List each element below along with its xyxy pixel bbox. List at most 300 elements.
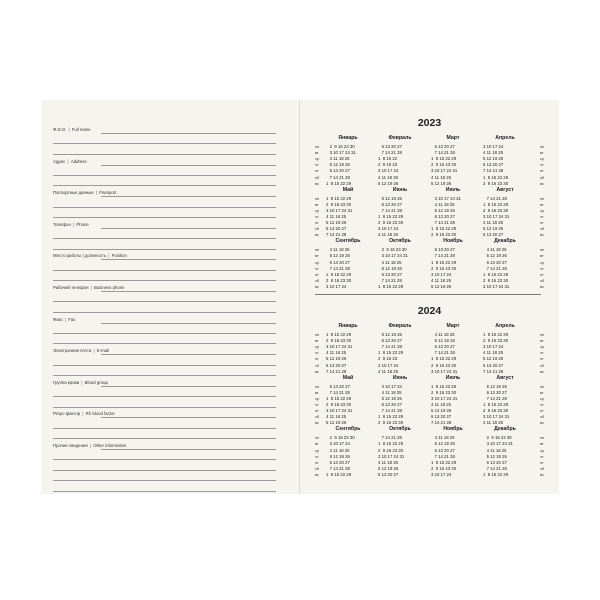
day-row: 7 14 21 28: [326, 465, 350, 471]
day-row: 1 8 15 22 29: [378, 283, 404, 289]
weekday-label: ср: [540, 396, 545, 401]
day-row: 2 9 16 23 30: [431, 162, 457, 168]
month-name: Апрель: [495, 323, 515, 329]
day-row: 6 13 20 27: [431, 344, 455, 350]
month-name: Февраль: [388, 135, 412, 141]
month-name: Июль: [445, 374, 461, 381]
write-line[interactable]: [101, 196, 276, 197]
day-row: 2 9 16 23 30: [431, 265, 457, 271]
weekday-label: сб: [540, 363, 545, 368]
weekday-label: вс: [315, 284, 319, 289]
write-line[interactable]: [53, 312, 276, 313]
form-field: [53, 411, 276, 441]
month-block: [326, 323, 370, 375]
month-block: [483, 323, 527, 375]
form-field: [53, 253, 276, 283]
day-row: 5 12 19 26: [378, 195, 402, 201]
weekday-column-left: [315, 375, 324, 425]
weekday-label: ср: [315, 396, 320, 401]
day-row: 5 12 19 26: [483, 453, 507, 459]
write-line[interactable]: [53, 270, 276, 271]
day-row: 2 9 16 23 30: [326, 201, 352, 207]
month-name: Ноябрь: [443, 426, 463, 433]
weekday-column-right: [540, 426, 549, 476]
day-row: 6 13 20 27: [326, 259, 350, 265]
day-row: 6 13 20 27: [483, 259, 507, 265]
month-name: Сентябрь: [335, 426, 361, 433]
weekday-label: чт: [540, 266, 544, 271]
form-field: [53, 159, 276, 189]
day-row: 7 14 21 28: [483, 265, 507, 271]
weekday-column-right: [540, 238, 549, 288]
form-field: [53, 443, 276, 473]
field-label: [53, 348, 109, 353]
weekday-label: пт: [540, 460, 544, 465]
day-row: 7 14 21 28: [431, 220, 455, 226]
day-row: 4 11 18 25: [483, 150, 503, 156]
weekday-label: ср: [540, 208, 545, 213]
weekday-label: вс: [315, 233, 319, 238]
month-block: [483, 375, 527, 427]
weekday-label: ср: [540, 448, 545, 453]
write-line[interactable]: [53, 143, 276, 144]
write-line[interactable]: [101, 133, 276, 134]
write-line[interactable]: [53, 207, 276, 208]
day-row: 2 9 16 23 30: [431, 362, 457, 368]
write-line[interactable]: [101, 323, 276, 324]
day-row: 4 11 18 25: [483, 350, 503, 356]
day-row: 4 11 18 25: [378, 368, 398, 374]
weekday-label: ср: [315, 448, 320, 453]
day-row: 5 12 19 26: [431, 408, 452, 414]
day-row: 2 9 16 23 30: [483, 408, 509, 414]
day-row: 4 11 18 25: [326, 156, 350, 162]
month-block: [378, 135, 422, 187]
field-label-separator: |: [89, 285, 93, 290]
weekday-label: пн: [540, 145, 545, 149]
weekday-label: пт: [315, 460, 319, 465]
day-row: 1 8 15 22 29: [378, 213, 404, 219]
day-row: 3 10 17 24: [326, 283, 347, 289]
write-line[interactable]: [101, 228, 276, 229]
weekday-label: вс: [315, 181, 319, 186]
day-row: 1 8 15 22 29: [483, 401, 509, 407]
day-row: 6 13 20 27: [378, 271, 402, 277]
form-field: [53, 317, 276, 347]
personal-info-page: [41, 100, 300, 494]
day-row: 2 9 16 23 30: [326, 435, 355, 441]
day-row: 3 10 17 24 31: [326, 344, 353, 350]
day-row: 5 12 19 26: [326, 453, 350, 459]
day-row: 6 13 20 27: [378, 338, 402, 344]
field-label-separator: |: [88, 443, 93, 448]
day-row: 4 11 18 25: [326, 447, 350, 453]
weekday-label: сб: [315, 415, 320, 420]
day-row: 5 12 19 26: [431, 207, 455, 213]
write-line[interactable]: [53, 343, 276, 344]
month-block: [483, 187, 527, 239]
month-block: [431, 135, 475, 187]
field-label-ru: Резус-фактор: [53, 411, 81, 417]
form-field: [53, 285, 276, 315]
day-row: 7 14 21 28: [483, 465, 507, 471]
weekday-column-right: [540, 187, 549, 237]
weekday-label: вт: [315, 339, 319, 344]
weekday-column-right: [540, 135, 549, 185]
day-row: 1 8 15 22 29: [483, 174, 509, 180]
month-name: Январь: [338, 323, 358, 329]
day-row: 2 9 16 23 30: [431, 232, 457, 238]
weekday-label: вт: [540, 202, 544, 207]
day-row: 5 12 19 26: [326, 356, 347, 362]
write-line[interactable]: [101, 291, 276, 292]
day-row: 7 14 21 28: [326, 368, 347, 374]
weekday-label: чт: [540, 214, 544, 219]
weekday-label: пн: [540, 248, 545, 253]
day-row: 2 9 16 23 30: [483, 435, 512, 441]
day-row: 6 13 20 27: [431, 414, 452, 420]
year-heading: 2024: [417, 305, 442, 317]
write-line[interactable]: [53, 480, 276, 481]
write-line[interactable]: [101, 165, 276, 166]
day-row: 4 11 18 25: [483, 420, 503, 426]
weekday-label: вт: [315, 442, 319, 447]
day-row: 5 12 19 26: [326, 253, 350, 259]
month-name: Декабрь: [494, 426, 516, 433]
weekday-label: ср: [540, 345, 545, 350]
day-row: 5 12 19 26: [431, 283, 452, 289]
write-line[interactable]: [53, 428, 276, 429]
write-line[interactable]: [53, 238, 276, 239]
write-line[interactable]: [101, 386, 276, 387]
write-line[interactable]: [53, 185, 276, 186]
write-line[interactable]: [53, 217, 276, 218]
weekday-label: чт: [315, 454, 319, 459]
weekday-label: ср: [540, 157, 545, 162]
weekday-label: пт: [315, 221, 319, 226]
day-row: 2 9 16 23 30: [483, 180, 509, 186]
day-row: 7 14 21 28: [431, 420, 452, 426]
day-row: 7 14 21 28: [326, 389, 350, 395]
day-row: 4 11 18 25: [326, 350, 346, 356]
field-label-separator: |: [80, 379, 84, 385]
day-row: 3 10 17 24 31: [483, 283, 510, 289]
day-row: 5 12 19 26: [378, 265, 402, 271]
day-row: 5 12 19 26: [483, 226, 504, 232]
day-row: 6 13 20 27: [483, 232, 504, 238]
day-row: 6 13 20 27: [483, 389, 507, 395]
weekday-label: вт: [540, 151, 544, 156]
day-row: 4 11 18 25: [378, 389, 402, 395]
form-field: [53, 380, 276, 410]
field-label-ru: Ф.И.О.: [53, 127, 67, 132]
write-line[interactable]: [53, 280, 276, 281]
weekday-label: ср: [540, 260, 545, 265]
day-row: 7 14 21 28: [378, 435, 402, 441]
weekday-label: сб: [540, 466, 545, 471]
day-row: 5 12 19 26: [483, 383, 507, 389]
day-row: 3 10 17 24: [326, 441, 350, 447]
day-row: 7 14 21 28: [378, 150, 402, 156]
month-block: [326, 238, 370, 290]
day-row: 7 14 21 28: [378, 207, 402, 213]
month-name: Май: [342, 374, 354, 381]
weekday-label: вс: [315, 472, 319, 477]
day-row: 7 14 21 28: [483, 368, 504, 374]
field-label: [53, 380, 108, 385]
month-block: [431, 323, 475, 375]
weekday-label: пн: [315, 333, 320, 337]
day-row: 3 10 17 24: [378, 362, 399, 368]
weekday-label: вт: [315, 202, 319, 207]
field-label-separator: |: [107, 253, 111, 259]
day-row: 5 12 19 26: [431, 338, 455, 344]
weekday-label: вс: [540, 472, 544, 477]
month-name: Июль: [445, 186, 461, 193]
field-label: [53, 190, 116, 195]
day-row: 3 10 17 24 31: [326, 408, 353, 414]
field-label: [53, 159, 87, 164]
year-heading: 2023: [417, 117, 442, 129]
write-line[interactable]: [53, 470, 276, 471]
day-row: 7 14 21 28: [378, 277, 402, 283]
day-row: 6 13 20 27: [378, 401, 402, 407]
day-row: 6 13 20 27: [326, 362, 347, 368]
day-row: 6 13 20 27: [483, 362, 504, 368]
month-block: [326, 187, 370, 239]
weekday-label: чт: [540, 454, 544, 459]
day-row: 2 9 16 23 30: [483, 277, 509, 283]
day-row: 7 14 21 28: [431, 253, 455, 259]
field-label: [53, 127, 91, 132]
day-row: 2 9 16 23 30: [326, 277, 352, 283]
day-row: 4 11 18 25: [483, 220, 503, 226]
day-row: 5 12 19 26: [378, 395, 402, 401]
day-row: 1 8 15 22 29: [326, 271, 352, 277]
day-row: 4 11 18 25: [326, 247, 350, 253]
month-block: [431, 375, 475, 427]
weekday-label: сб: [315, 466, 320, 471]
weekday-label: пт: [315, 409, 319, 414]
day-row: 3 10 17 24 31: [431, 195, 461, 201]
weekday-label: пн: [540, 333, 545, 337]
day-row: 5 12 19 26: [483, 356, 504, 362]
day-row: 1 8 15 22 29: [378, 414, 404, 420]
field-label-ru: Рабочий телефон: [53, 285, 89, 290]
field-label-ru: Электронная почта: [53, 348, 92, 354]
day-row: 7 14 21 28: [326, 174, 350, 180]
weekday-label: сб: [315, 278, 320, 283]
month-block: [431, 426, 475, 478]
write-line[interactable]: [101, 259, 276, 260]
weekday-label: сб: [315, 175, 320, 180]
weekday-label: ср: [315, 208, 320, 213]
write-line[interactable]: [53, 249, 276, 250]
month-block: [378, 375, 422, 427]
weekday-label: чт: [315, 351, 319, 356]
day-row: 1 8 15 22 29: [378, 350, 404, 356]
field-label-separator: |: [94, 190, 99, 196]
weekday-column-right: [540, 375, 549, 425]
day-row: 5 12 19 26: [378, 465, 399, 471]
day-row: 6 13 20 27: [378, 471, 399, 477]
field-label-en: Business phone: [93, 285, 125, 290]
day-row: 2 9 16 23 30: [326, 338, 352, 344]
weekday-label: сб: [315, 227, 320, 232]
write-line[interactable]: [101, 449, 276, 450]
day-row: 1 8 15 22 29: [431, 383, 457, 389]
weekday-label: ср: [315, 260, 320, 265]
write-line[interactable]: [53, 459, 276, 460]
month-block: [431, 187, 475, 239]
day-row: 3 10 17 24 31: [483, 441, 513, 447]
month-block: [483, 135, 527, 187]
field-label: [53, 253, 127, 258]
field-label-en: Blood group: [84, 379, 108, 385]
weekday-label: пт: [540, 169, 544, 174]
day-row: 4 11 18 25: [483, 247, 507, 253]
weekday-label: чт: [540, 351, 544, 356]
day-row: 3 10 17 24 31: [483, 213, 510, 219]
weekday-label: вс: [540, 421, 544, 426]
weekday-label: пт: [540, 272, 544, 277]
day-row: 3 10 17 24 31: [378, 453, 405, 459]
weekday-label: вт: [540, 442, 544, 447]
day-row: 4 11 18 25: [326, 213, 346, 219]
day-row: 6 13 20 27: [326, 383, 350, 389]
day-row: 6 13 20 27: [326, 168, 350, 174]
day-row: 3 10 17 24: [483, 144, 504, 149]
weekday-label: вт: [540, 254, 544, 259]
day-row: 1 8 15 22 29: [326, 180, 352, 186]
day-row: 4 11 18 25: [431, 401, 451, 407]
day-row: 1 8 15 22 29: [431, 356, 457, 362]
day-row: 2 9 16 23 30: [483, 338, 509, 344]
write-line[interactable]: [53, 491, 276, 492]
month-block: [431, 238, 475, 290]
weekday-label: пт: [315, 357, 319, 362]
weekday-label: пт: [540, 221, 544, 226]
weekday-label: вс: [315, 421, 319, 426]
field-label: [53, 411, 115, 416]
weekday-label: чт: [315, 402, 319, 407]
weekday-label: чт: [315, 214, 319, 219]
write-line[interactable]: [101, 417, 276, 418]
weekday-label: вт: [315, 254, 319, 259]
write-line[interactable]: [101, 354, 276, 355]
form-field: [53, 348, 276, 378]
month-name: Декабрь: [494, 238, 516, 245]
weekday-label: вт: [315, 151, 319, 156]
write-line[interactable]: [53, 375, 276, 376]
day-row: 1 8 15 22 29: [483, 271, 509, 277]
day-row: 1 8 15 22 29: [326, 195, 352, 201]
day-row: 7 14 21 28: [326, 232, 347, 238]
weekday-label: сб: [540, 227, 545, 232]
day-row: 1 8 15 22 29: [431, 226, 457, 232]
form-field: [53, 222, 276, 252]
weekday-label: вс: [540, 369, 544, 374]
write-line[interactable]: [53, 396, 276, 397]
write-line[interactable]: [53, 175, 276, 176]
field-label-en: Phone: [76, 221, 89, 227]
day-row: 7 14 21 28: [326, 265, 350, 271]
write-line[interactable]: [53, 333, 276, 334]
day-row: 4 11 18 25: [431, 201, 455, 207]
month-name: Февраль: [388, 323, 412, 329]
write-line[interactable]: [53, 407, 276, 408]
weekday-label: вт: [540, 339, 544, 344]
field-label-separator: |: [63, 316, 68, 322]
month-name: Ноябрь: [443, 238, 463, 245]
day-row: 6 13 20 27: [431, 447, 455, 453]
day-row: 6 13 20 27: [326, 459, 350, 465]
month-block: [326, 426, 370, 478]
field-label-ru: Адрес: [53, 158, 66, 164]
day-row: 1 8 15 22 29: [483, 332, 509, 337]
day-row: 1 8 15 22 29: [483, 471, 509, 477]
weekday-label: сб: [315, 363, 320, 368]
day-row: 3 10 17 24: [378, 383, 402, 389]
field-label-separator: |: [71, 221, 76, 227]
write-line[interactable]: [53, 438, 276, 439]
day-row: 1 8 15 22 29: [326, 332, 352, 337]
weekday-label: чт: [540, 402, 544, 407]
write-line[interactable]: [53, 365, 276, 366]
month-block: [483, 426, 527, 478]
weekday-label: пт: [540, 409, 544, 414]
field-label-en: Rh blood factor: [85, 411, 115, 417]
field-label: [53, 443, 126, 448]
day-row: 3 10 17 24 31: [326, 150, 356, 156]
day-row: 3 10 17 24 31: [378, 253, 408, 259]
day-row: 7 14 21 28: [431, 150, 455, 156]
weekday-label: чт: [315, 266, 319, 271]
day-row: 7 14 21 28: [483, 168, 504, 174]
day-row: 6 13 20 27: [431, 213, 455, 219]
day-row: 3 10 17 24: [378, 168, 399, 174]
day-row: 4 11 18 25: [378, 459, 398, 465]
weekday-label: сб: [540, 175, 545, 180]
day-row: 6 13 20 27: [431, 144, 455, 149]
write-line[interactable]: [53, 154, 276, 155]
field-label-en: Full name: [71, 127, 91, 132]
day-row: 5 12 19 26: [483, 156, 504, 162]
day-row: 6 13 20 27: [431, 247, 455, 253]
day-row: 5 12 19 26: [483, 253, 507, 259]
weekday-label: пн: [315, 196, 320, 201]
month-block: [378, 238, 422, 290]
day-row: 1 8 15 22 29: [431, 259, 457, 265]
day-row: 5 12 19 26: [431, 180, 452, 186]
write-line[interactable]: [53, 301, 276, 302]
weekday-column-left: [315, 323, 324, 373]
day-row: 4 11 18 25: [378, 232, 398, 238]
day-row: 4 11 18 25: [378, 259, 402, 265]
weekday-column-left: [315, 426, 324, 476]
day-row: 2 9 16 23 30: [378, 420, 404, 426]
weekday-column-left: [315, 135, 324, 185]
day-row: 3 10 17 24: [378, 226, 399, 232]
day-row: 4 11 18 25: [326, 414, 346, 420]
weekday-label: пн: [315, 436, 320, 441]
day-row: 4 11 18 25: [431, 277, 451, 283]
day-row: 6 13 20 27: [483, 162, 504, 168]
field-label-en: Passport: [99, 190, 117, 196]
weekday-label: пн: [540, 384, 545, 389]
day-row: 5 12 19 26: [326, 220, 347, 226]
weekday-label: ср: [315, 345, 320, 350]
